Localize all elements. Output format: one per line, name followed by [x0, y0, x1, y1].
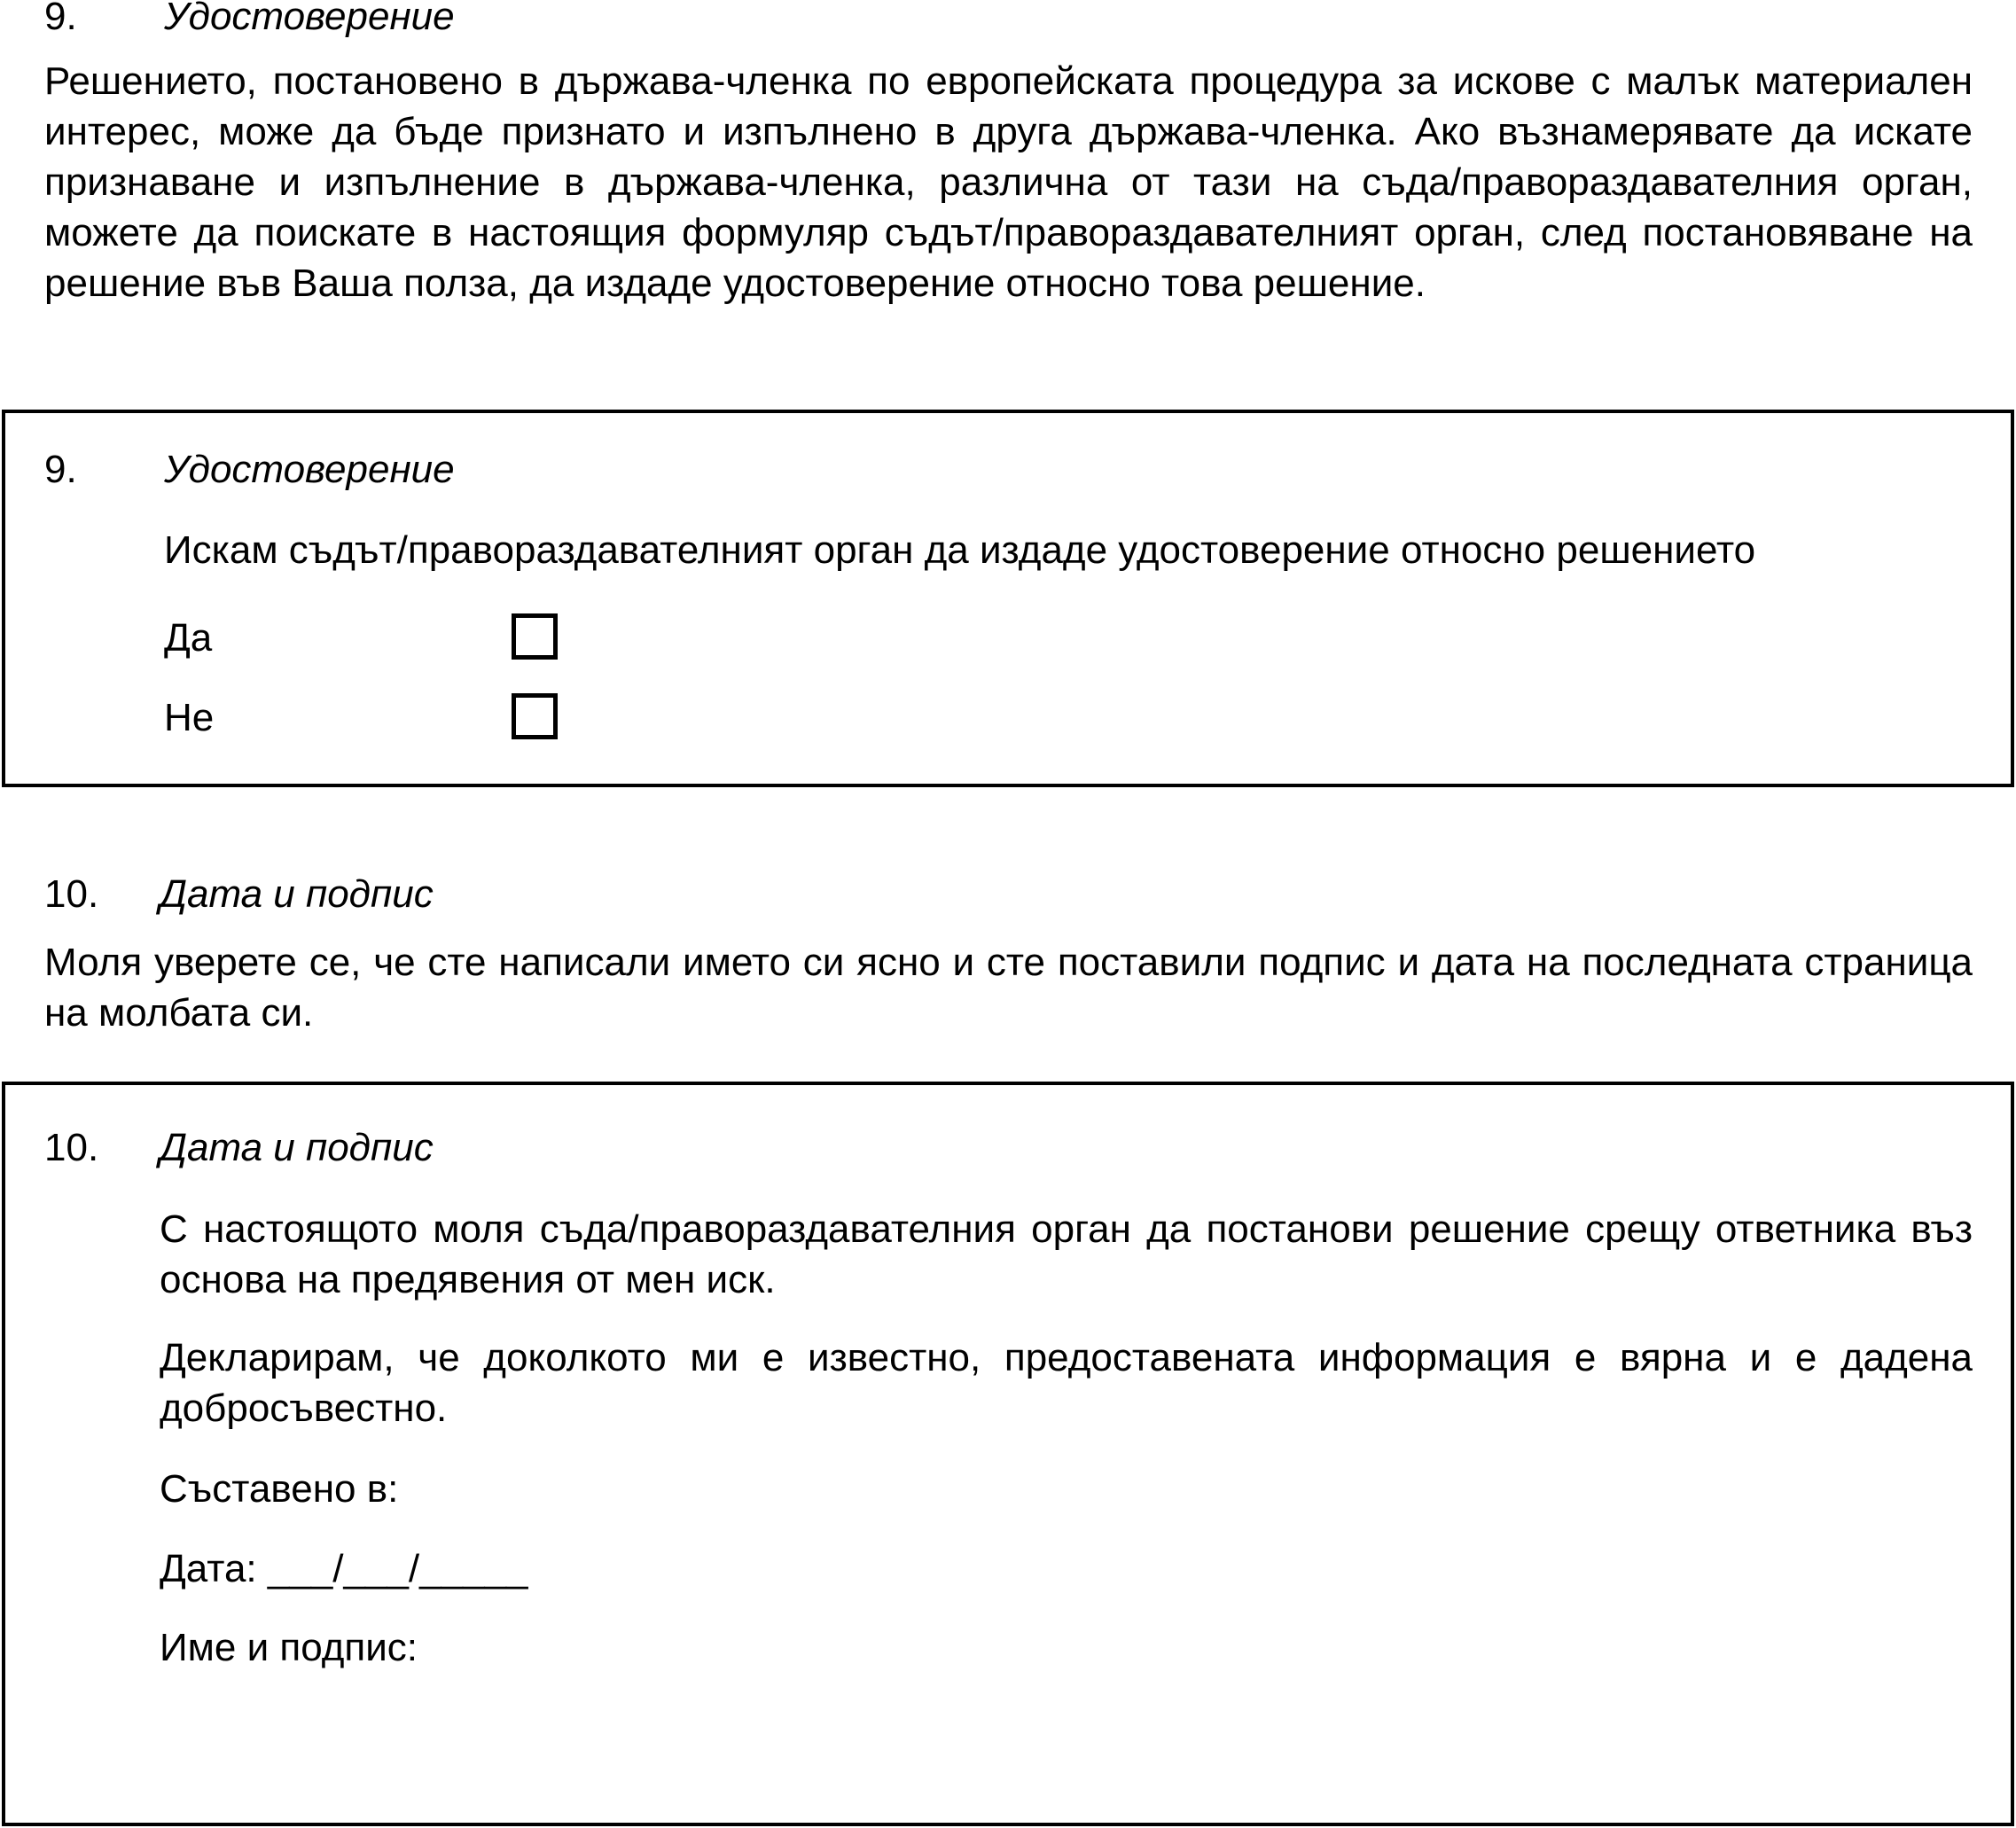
section10-info-text: Моля уверете се, че сте написали името си ясно и сте поставили подпис и дата на последната страница на молбата си. — [44, 941, 1973, 1035]
section10-number: 10. — [44, 872, 99, 916]
section9-title: Удостоверение — [164, 0, 455, 38]
option-no-label: Не — [164, 696, 215, 739]
section10-form-title: Дата и подпис — [160, 1126, 434, 1169]
option-yes-label: Да — [164, 616, 213, 660]
section9-info-line1: Решението, постановено в държава-членка по европейската процедура за искове с малък материален — [44, 59, 1973, 103]
section9-number: 9. — [44, 0, 77, 38]
section10-title: Дата и подпис — [160, 872, 434, 916]
yes-checkbox[interactable] — [512, 613, 558, 660]
place-label: Съставено в: — [160, 1467, 399, 1511]
declaration-paragraph: Декларирам, че доколкото ми е известно, предоставената информация е вярна и е дадена добросъвестно. — [160, 1336, 1973, 1430]
section10-form-number: 10. — [44, 1126, 99, 1169]
section10-form-box — [2, 1082, 2014, 1826]
no-checkbox[interactable] — [512, 693, 558, 739]
section9-form-title: Удостоверение — [164, 448, 455, 491]
section9-info-text: интерес, може да бъде признато и изпълнено в друга държава-членка. Ако възнамерявате да искате признаване и изпълнение в държава-членка, различна от тази на съда/правораздавателния орган, можете да поискате в настоящия формуляр съдът/правораздавателният орган, след постановяване на решение във Ваша полза, да издаде удостоверение относно това решение. — [44, 110, 1973, 305]
name-signature-label: Име и подпис: — [160, 1626, 418, 1669]
certificate-request-question: Искам съдът/правораздавателният орган да издаде удостоверение относно решението — [164, 528, 1756, 572]
judgment-request-paragraph: С настоящото моля съда/правораздавателния орган да постанови решение срещу ответника въз основа на предявения от мен иск. — [160, 1207, 1973, 1301]
section9-form-number: 9. — [44, 448, 77, 491]
date-field[interactable]: Дата: ___/___/_____ — [160, 1547, 528, 1590]
